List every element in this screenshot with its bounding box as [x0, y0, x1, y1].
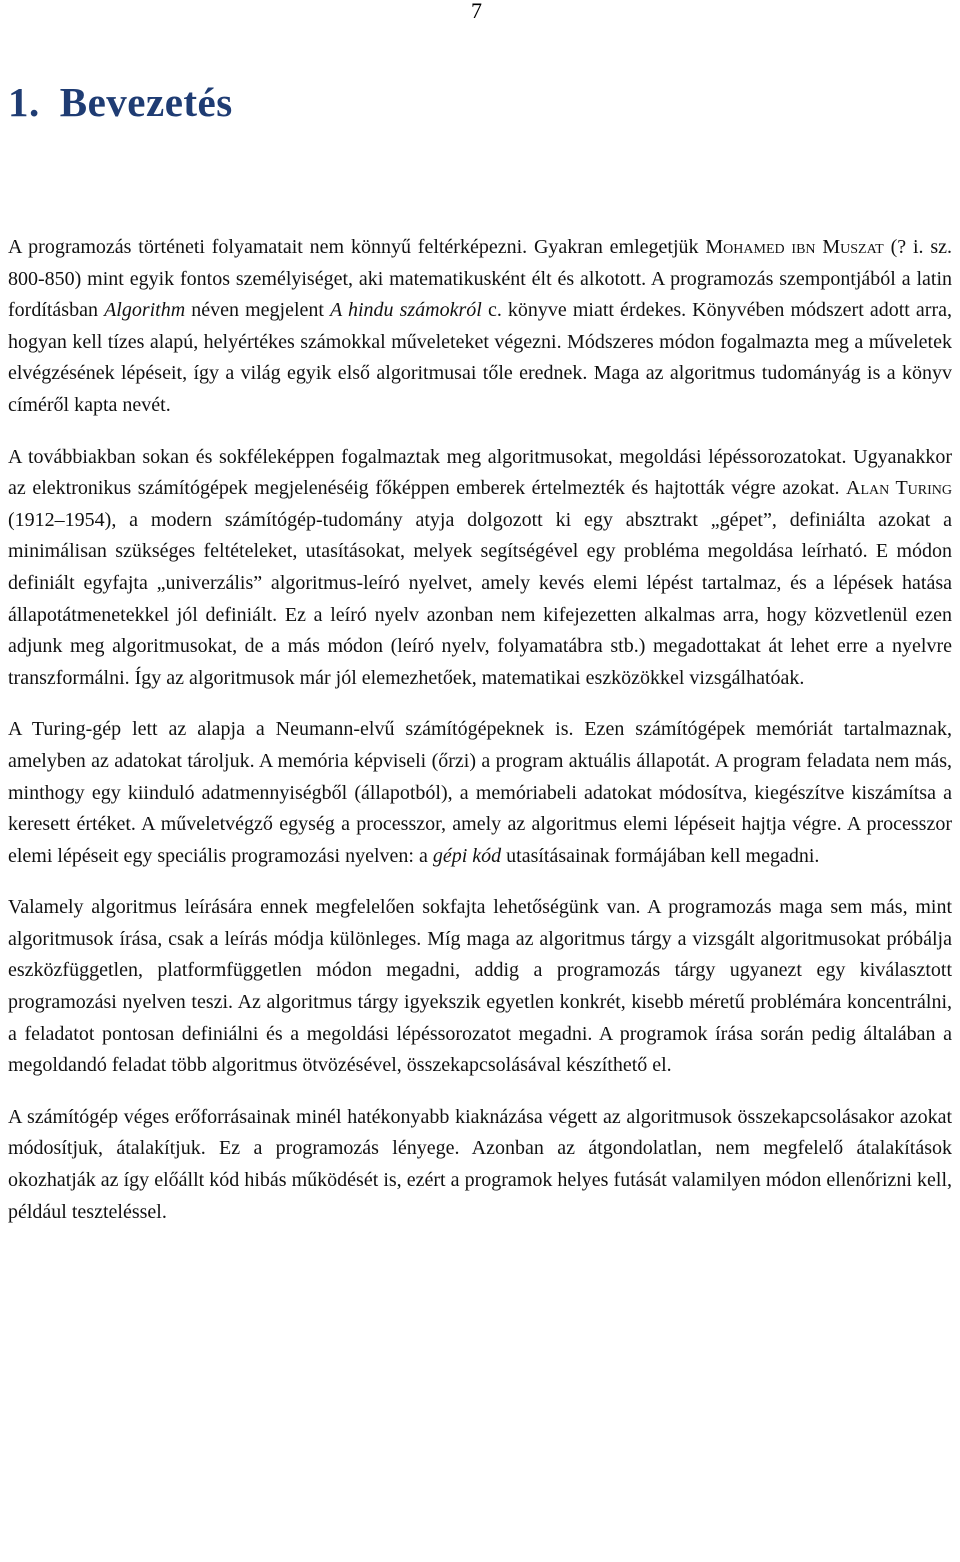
paragraph-1-text-1: A programozás történeti folyamatait nem könnyű feltérképezni. Gyakran emlegetjük — [8, 236, 706, 258]
chapter-title-text: Bevezetés — [59, 79, 233, 125]
chapter-number: 1. — [8, 79, 40, 125]
paragraph-3 — [8, 714, 952, 872]
paragraph-1-text-3: néven megjelent — [185, 299, 331, 322]
body-text — [8, 232, 952, 1248]
chapter-title — [8, 78, 233, 126]
paragraph-4: Valamely algoritmus leírására ennek megfelelően sokfajta lehetőségünk van. A programozás maga sem más, mint algoritmusok írása, csak a leírás módja különleges. Míg maga az algoritmus tárgy a vizsgált algoritmusokat próbálja eszközfüggetlen, platformfüggetlen módon megadni, addig a programozás tárgy ugyanezt egy kiválasztott programozási nyelven teszi. Az algoritmus tárgy igyekszik egyetlen konkrét, kisebb méretű problémára koncentrálni, a feladatot pontosan definiálni és a megoldási lépéssorozatot megadni. A programok írása során pedig általában a megoldandó feladat több algoritmus ötvözésével, összekapcsolásával készíthető el. — [8, 896, 952, 1077]
paragraph-3-text-1: A Turing-gép lett az alapja a Neumann-elvű számítógépeknek is. Ezen számítógépek memóriát tartalmaznak, amelyben az adatokat tároljuk. A memória képviseli (őrzi) a program aktuális állapotát. A program feladata nem más, minthogy egy kiinduló adatmennyiségből (állapotból), a memóriabeli adatokat módosítva, kiegészítve kiszámítsa a keresett értéket. A műveletvégző egység a processzor, amely az algoritmus elemi lépéseit hajtja végre. A processzor elemi lépéseit egy speciális programozási nyelven: a — [8, 718, 952, 867]
paragraph-5: A számítógép véges erőforrásainak minél hatékonyabb kiaknázása végett az algoritmusok összekapcsolásakor azokat módosítjuk, átalakítjuk. Ez a programozás lényege. Azonban az átgondolatlan, nem megfelelő átalakítások okozhatják az így előállt kód hibás működését is, ezért a programok helyes futását valamilyen módon ellenőrizni kell, például teszteléssel. — [8, 1105, 952, 1223]
paragraph-1 — [8, 232, 952, 422]
paragraph-2-text-2: (1912–1954), a modern számítógép-tudomány atyja dolgozott ki egy absztrakt „gépet”, definiálta azokat a minimálisan szükséges feltételeket, utasításokat, melyek segítségével egy probléma megoldása leírható. E módon definiált egyfajta „univerzális” algoritmus-leíró nyelvet, amely kevés elemi lépést tartalmaz, és a lépések hatása állapotátmenetekkel jól definiált. Ez a leíró nyelv azonban nem kifejezetten alkalmas arra, hogy közvetlenül ezen adjunk meg algoritmusokat, de a más módon (leíró nyelv, folyamatábra stb.) megadottakat át lehet erre a nyelvre transzformálni. Így az algoritmusok már jól elemezhetőek, matematikai eszközökkel vizsgálhatóak. — [8, 508, 952, 689]
book-title-algorithm: Algorithm — [104, 299, 186, 322]
person-name-mohamed: Mohamed ibn Muszat — [705, 236, 884, 258]
paragraph-2 — [8, 442, 952, 695]
paragraph-2-text-1: A továbbiakban sokan és sokféleképpen fogalmaztak meg algoritmusokat, megoldási lépéssorozatokat. Ugyanakkor az elektronikus számítógépek megjelenéséig főképpen emberek értelmezték és hajtották végre azokat. — [8, 445, 952, 500]
page-number: 7 — [471, 0, 482, 23]
paragraph-1-text-4: c. könyve miatt érdekes. Könyvében módszert adott arra, hogyan kell tízes alapú, helyértékes számokkal műveleteket végezni. Módszeres módon fogalmazta meg a műveletek elvégzésének lépéseit, így a világ egyik első algoritmusai tőle erednek. Maga az algoritmus tudományág is a könyv címéről kapta nevét. — [8, 299, 952, 416]
term-gepi-kod: gépi kód — [432, 844, 502, 867]
paragraph-3-text-2: utasításainak formájában kell megadni. — [501, 844, 820, 867]
person-name-turing: Alan Turing — [846, 477, 952, 500]
paragraph-1-text-2: (? i. sz. 800-850) mint egyik fontos személyiséget, aki matematikusként élt és alkotott. A programozás szempontjából a latin fordításban — [8, 236, 952, 322]
book-title-hindu: A hindu számokról — [330, 299, 482, 322]
